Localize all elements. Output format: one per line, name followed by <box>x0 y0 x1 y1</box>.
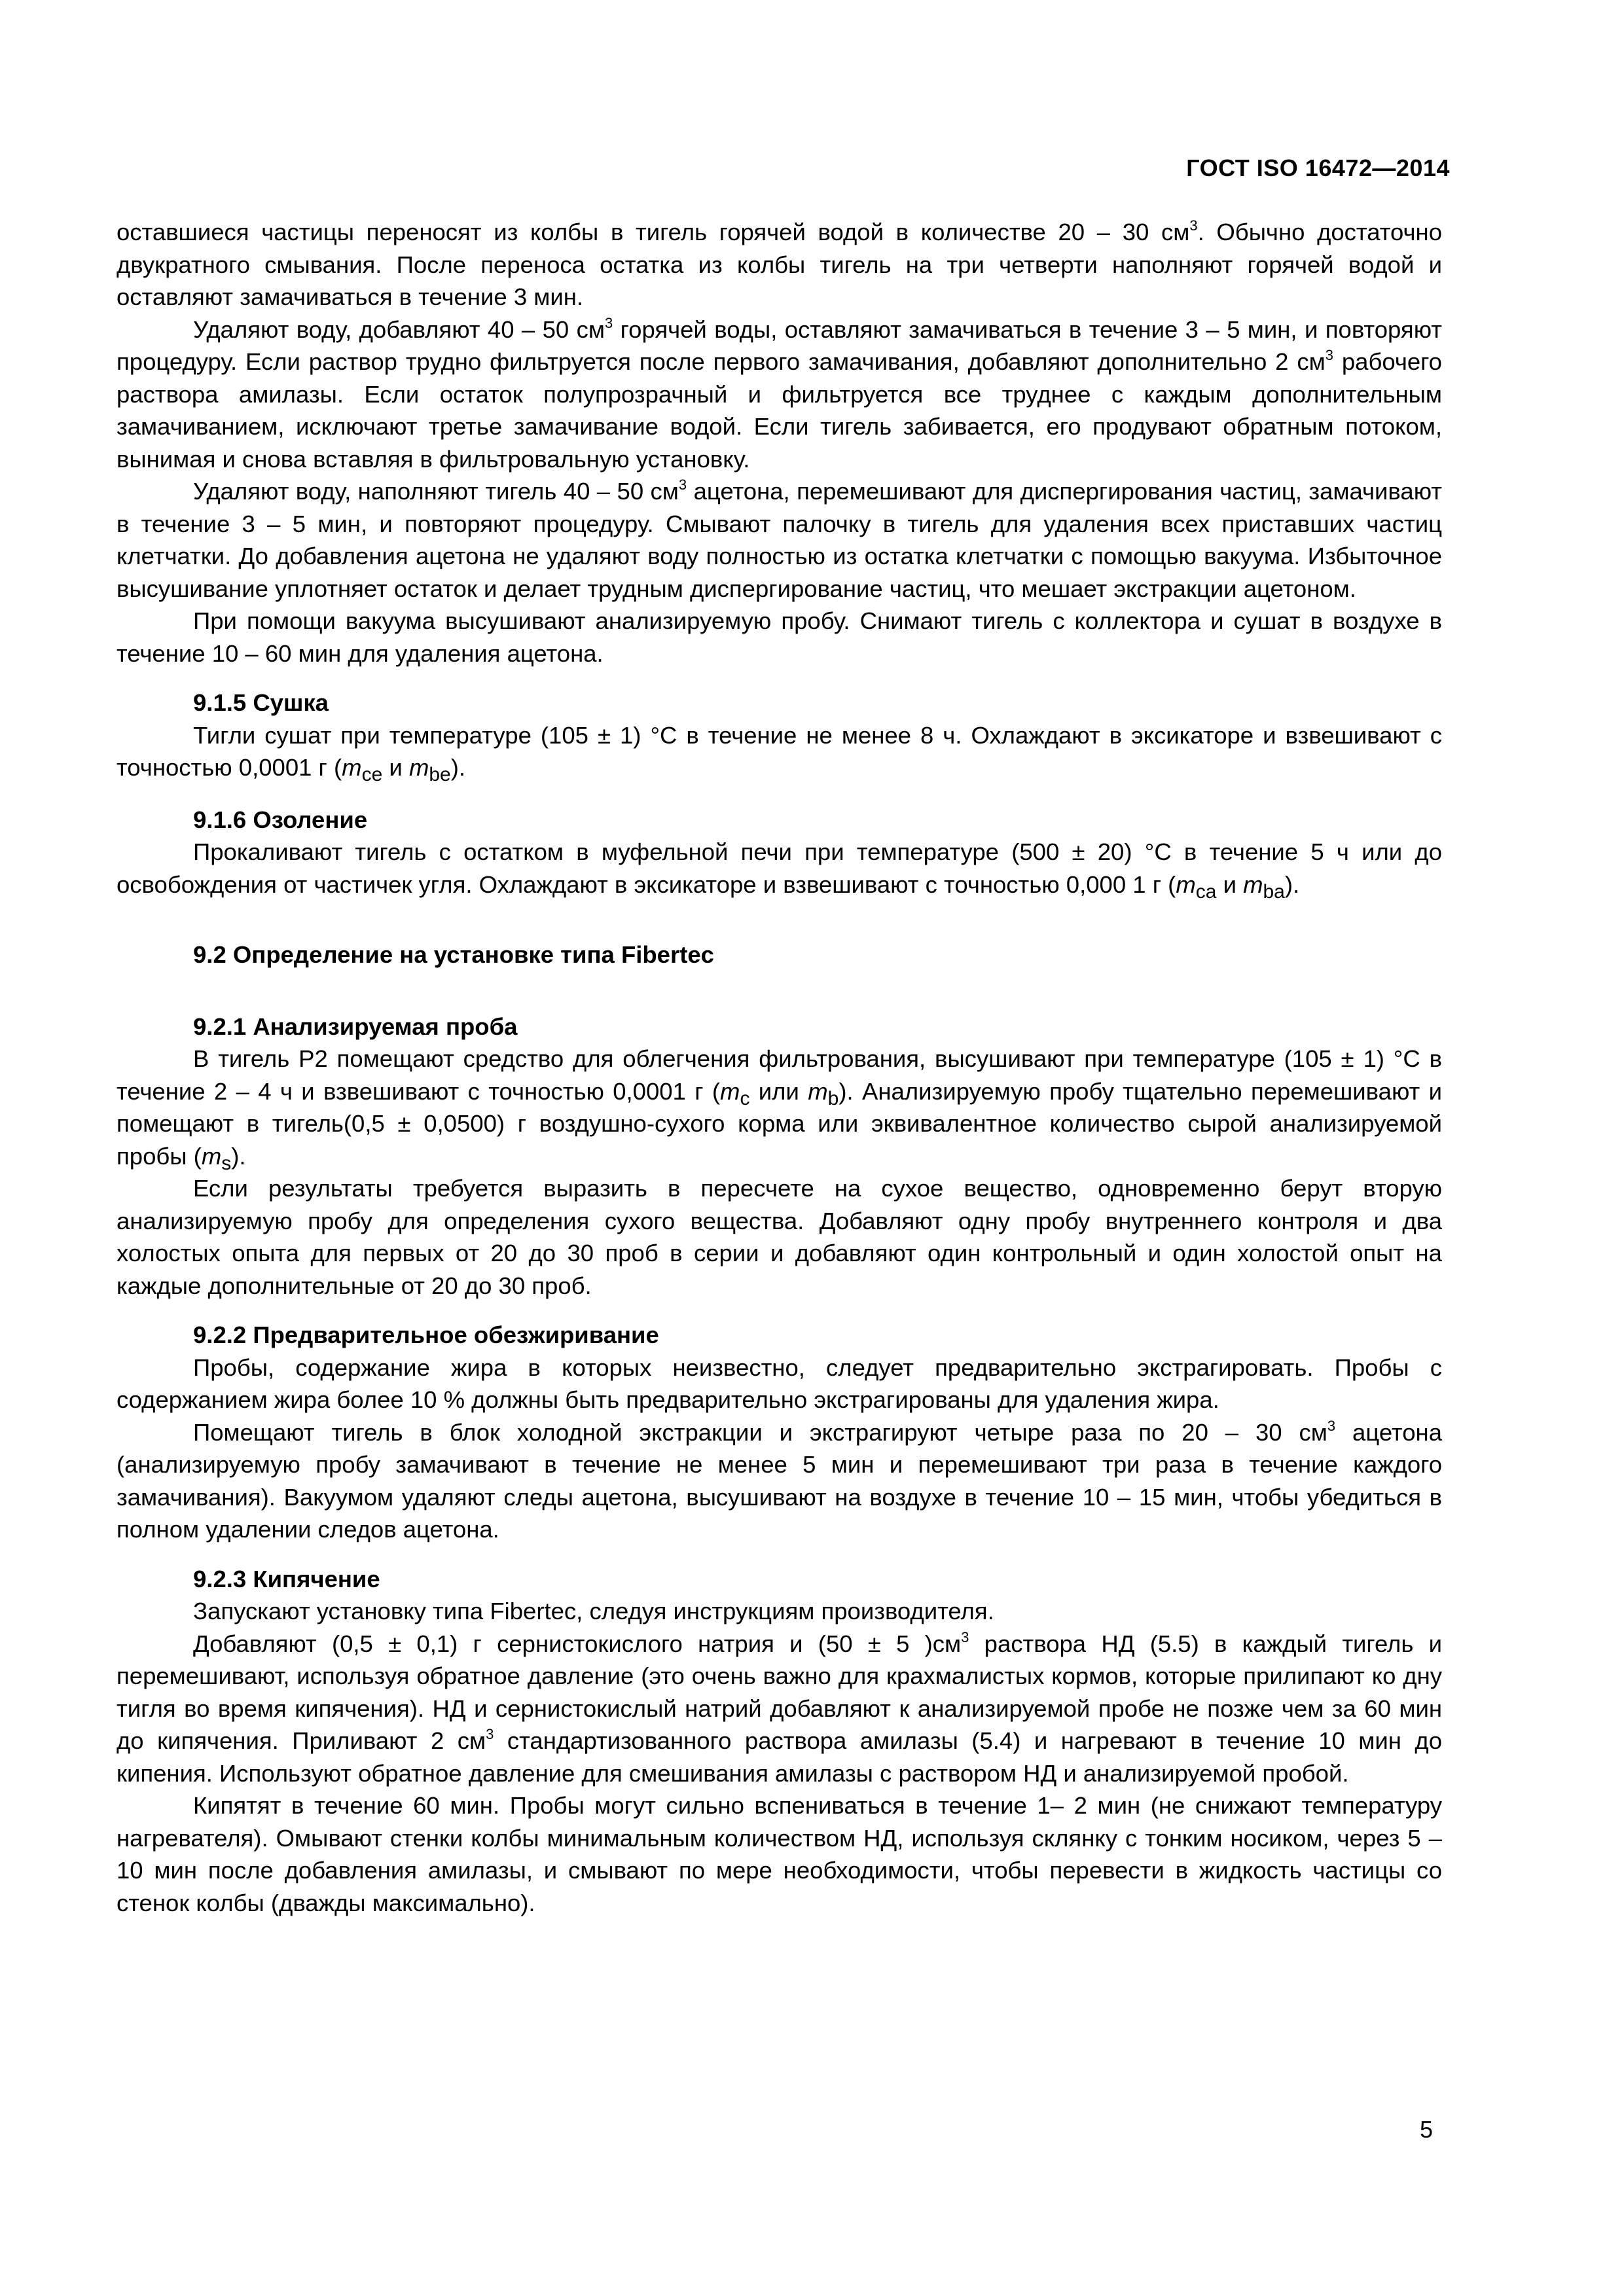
section-heading-9-2: 9.2 Определение на установке типа Fibertec <box>193 941 714 968</box>
section-heading-9-1-6: 9.1.6 Озоление <box>193 806 368 833</box>
paragraph: Помещают тигель в блок холодной экстракции и экстрагируют четыре раза по 20 – 30 $см^3$ ацетона (анализируемую пробу замачивают в течение не менее 5 мин и перемешивают три раза в течение каждого замачивания). Вакуумом удаляют следы ацетона, высушивают на воздухе в течение 10 – 15 мин, чтобы убедиться в полном удалении следов ацетона. <box>117 1417 1442 1543</box>
section-heading-9-2-1: 9.2.1 Анализируемая проба <box>193 1013 518 1040</box>
paragraph: Добавляют (0,5 ± 0,1) г сернистокислого натрия и (50 ± 5 )$см^3$ раствора НД (5.5) в каждый тигель и перемешивают, используя обратное давление (это очень важно для крахмалистых кормов, которые прилипают ко дну тигля во время кипячения). НД и сернистокислый натрий добавляют к анализируемой пробе не позже чем за 60 мин до кипячения. Приливают 2 $см^3$ стандартизованного раствора амилазы (5.4) и нагревают в течение 10 мин до кипения. Используют обратное давление для смешивания амилазы с раствором НД и анализируемой пробой. <box>117 1628 1443 1787</box>
document-header: ГОСТ ISO 16472—2014 <box>1186 154 1450 181</box>
section-heading-9-1-5: 9.1.5 Сушка <box>193 689 329 716</box>
section-heading-9-2-3: 9.2.3 Кипячение <box>193 1565 380 1592</box>
paragraph: Удаляют воду, добавляют 40 – 50 $см^3$ горячей воды, оставляют замачиваться в течение 3 – 5 мин, и повторяют процедуру. Если раствор трудно фильтруется после первого замачивания, добавляют дополнительно 2 $см^3$ рабочего раствора амилазы. Если остаток полупрозрачный и фильтруется все труднее с каждым дополнительным замачиванием, исключают третье замачивание водой. Если тигель забивается, его продувают обратным потоком, вынимая и снова вставляя в фильтровальную установку. <box>117 314 1442 473</box>
paragraph: оставшиеся частицы переносят из колбы в тигель горячей водой в количестве 20 – 30 $см^3$. Обычно достаточно двукратного смывания. После переноса остатка из колбы тигель на три четверти наполняют горячей водой и оставляют замачиваться в течение 3 мин. <box>117 217 1442 310</box>
paragraph: Запускают установку типа Fibertec, следуя инструкциям производителя. <box>193 1598 994 1624</box>
paragraph: Пробы, содержание жира в которых неизвестно, следует предварительно экстрагировать. Пробы с содержанием жира более 10 % должны быть предварительно экстрагированы для удаления жира. <box>117 1354 1442 1413</box>
paragraph: Тигли сушат при температуре (105 ± 1) °С в течение не менее 8 ч. Охлаждают в эксикаторе и взвешивают с точностью 0,0001 г ($m_{ce}$ и $m_{be}$). <box>117 721 1442 785</box>
paragraph: В тигель Р2 помещают средство для облегчения фильтрования, высушивают при температуре (105 ± 1) °С в течение 2 – 4 ч и взвешивают с точностью 0,0001 г ($m_c$ или $m_b$). Анализируемую пробу тщательно перемешивают и помещают в тигель(0,5 ± 0,0500) г воздушно-сухого корма или эквивалентное количество сырой анализируемой пробы $(m_s)$. <box>117 1045 1442 1174</box>
paragraph: Прокаливают тигель с остатком в муфельной печи при температуре (500 ± 20) °С в течение 5 ч или до освобождения от частичек угля. Охлаждают в эксикаторе и взвешивают с точностью 0,000 1 г ($m_{ca}$ и $m_{ba}$). <box>117 838 1442 903</box>
page-number: 5 <box>1419 2116 1433 2143</box>
paragraph: Если результаты требуется выразить в пересчете на сухое вещество, одновременно берут вторую анализируемую пробу для определения сухого вещества. Добавляют одну пробу внутреннего контроля и два холостых опыта для первых от 20 до 30 проб в серии и добавляют один контрольный и один холостой опыт на каждые дополнительные от 20 до 30 проб. <box>117 1175 1442 1299</box>
paragraph: При помощи вакуума высушивают анализируемую пробу. Снимают тигель с коллектора и сушат в воздухе в течение 10 – 60 мин для удаления ацетона. <box>117 607 1442 667</box>
section-heading-9-2-2: 9.2.2 Предварительное обезжиривание <box>193 1321 659 1348</box>
document-body <box>117 216 1442 1919</box>
paragraph: Кипятят в течение 60 мин. Пробы могут сильно вспениваться в течение 1– 2 мин (не снижают температуру нагревателя). Омывают стенки колбы минимальным количеством НД, используя склянку с тонким носиком, через 5 – 10 мин после добавления амилазы, и смывают по мере необходимости, чтобы перевести в жидкость частицы со стенок колбы (дважды максимально). <box>117 1792 1442 1916</box>
paragraph: Удаляют воду, наполняют тигель 40 – 50 $см^3$ ацетона, перемешивают для диспергирования частиц, замачивают в течение 3 – 5 мин, и повторяют процедуру. Смывают палочку в тигель для удаления всех приставших частиц клетчатки. До добавления ацетона не удаляют воду полностью из остатка клетчатки с помощью вакуума. Избыточное высушивание уплотняет остаток и делает трудным диспергирование частиц, что мешает экстракции ацетоном. <box>117 476 1442 602</box>
